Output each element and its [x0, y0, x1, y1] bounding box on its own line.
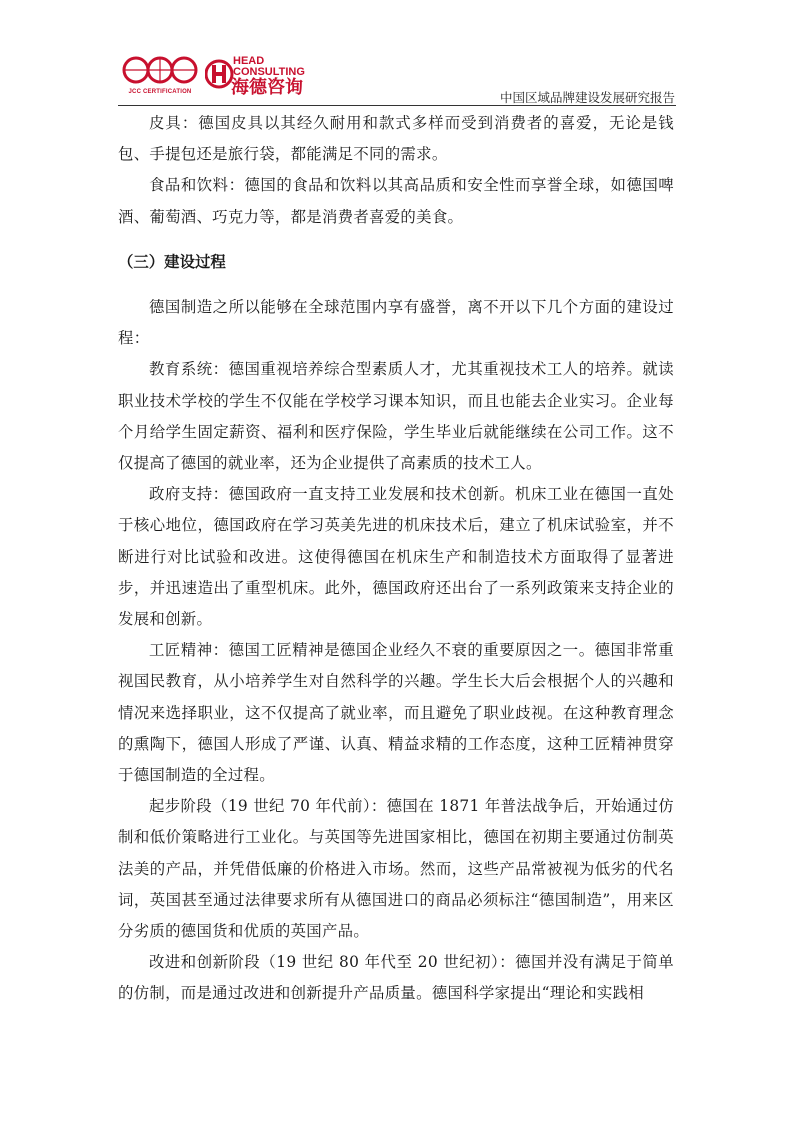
head-logo-en-line2: CONSULTING: [233, 66, 305, 78]
section-heading: （三）建设过程: [118, 252, 226, 271]
paragraph-education: 教育系统：德国重视培养综合型素质人才，尤其重视技术工人的培养。就读职业技术学校的学生不仅能在学校学习课本知识，而且也能去企业实习。企业每个月给学生固定薪资、福利和医疗保险，学生毕业后就能继续在公司工作。这不仅提高了德国的就业率，还为企业提供了高素质的技术工人。: [118, 360, 674, 473]
paragraph-leather-goods: 皮具：德国皮具以其经久耐用和款式多样而受到消费者的喜爱，无论是钱包、手提包还是旅行袋，都能满足不同的需求。: [118, 114, 674, 164]
paragraph-food-beverages: 食品和饮料：德国的食品和饮料以其高品质和安全性而享誉全球，如德国啤酒、葡萄酒、巧克力等，都是消费者喜爱的美食。: [118, 176, 674, 226]
paragraph-intro: 德国制造之所以能够在全球范围内享有盛誉，离不开以下几个方面的建设过程：: [118, 298, 674, 348]
head-logo-en-line1: HEAD: [233, 55, 265, 67]
report-title: 中国区域品牌建设发展研究报告: [499, 90, 675, 105]
jcc-logo-text: JCC CERTIFICATION: [128, 89, 192, 95]
paragraph-government-support: 政府支持：德国政府一直支持工业发展和技术创新。机床工业在德国一直处于核心地位，德国政府在学习英美先进的机床技术后，建立了机床试验室，并不断进行对比试验和改进。这使得德国在机床生产和制造技术方面取得了显著进步，并迅速造出了重型机床。此外，德国政府还出台了一系列政策来支持企业的发展和创新。: [118, 485, 674, 629]
jcc-rings-icon: [120, 53, 200, 87]
document-body: [118, 108, 674, 1010]
paragraph-craftsmanship: 工匠精神：德国工匠精神是德国企业经久不衰的重要原因之一。德国非常重视国民教育，从小培养学生对自然科学的兴趣。学生长大后会根据个人的兴趣和情况来选择职业，这不仅提高了就业率，而且避免了职业歧视。在这种教育理念的熏陶下，德国人形成了严谨、认真、精益求精的工作态度，这种工匠精神贯穿于德国制造的全过程。: [118, 641, 674, 785]
header-divider: [118, 105, 676, 106]
head-logo-cn: 海德咨询: [231, 77, 303, 98]
page-header: [0, 0, 793, 106]
paragraph-initial-stage: 起步阶段（19 世纪 70 年代前）：德国在 1871 年普法战争后，开始通过仿制和低价策略进行工业化。与英国等先进国家相比，德国在初期主要通过仿制英法美的产品，并凭借低廉的价格进入市场。然而，这些产品常被视为低劣的代名词，英国甚至通过法律要求所有从德国进口的商品必须标注“德国制造”，用来区分劣质的德国货和优质的英国产品。: [118, 797, 674, 941]
jcc-certification-logo: [120, 53, 200, 101]
paragraph-innovation-stage: 改进和创新阶段（19 世纪 80 年代至 20 世纪初）：德国并没有满足于简单的仿制，而是通过改进和创新提升产品质量。德国科学家提出“理论和实践相: [118, 953, 674, 1003]
head-consulting-logo: [205, 56, 325, 100]
